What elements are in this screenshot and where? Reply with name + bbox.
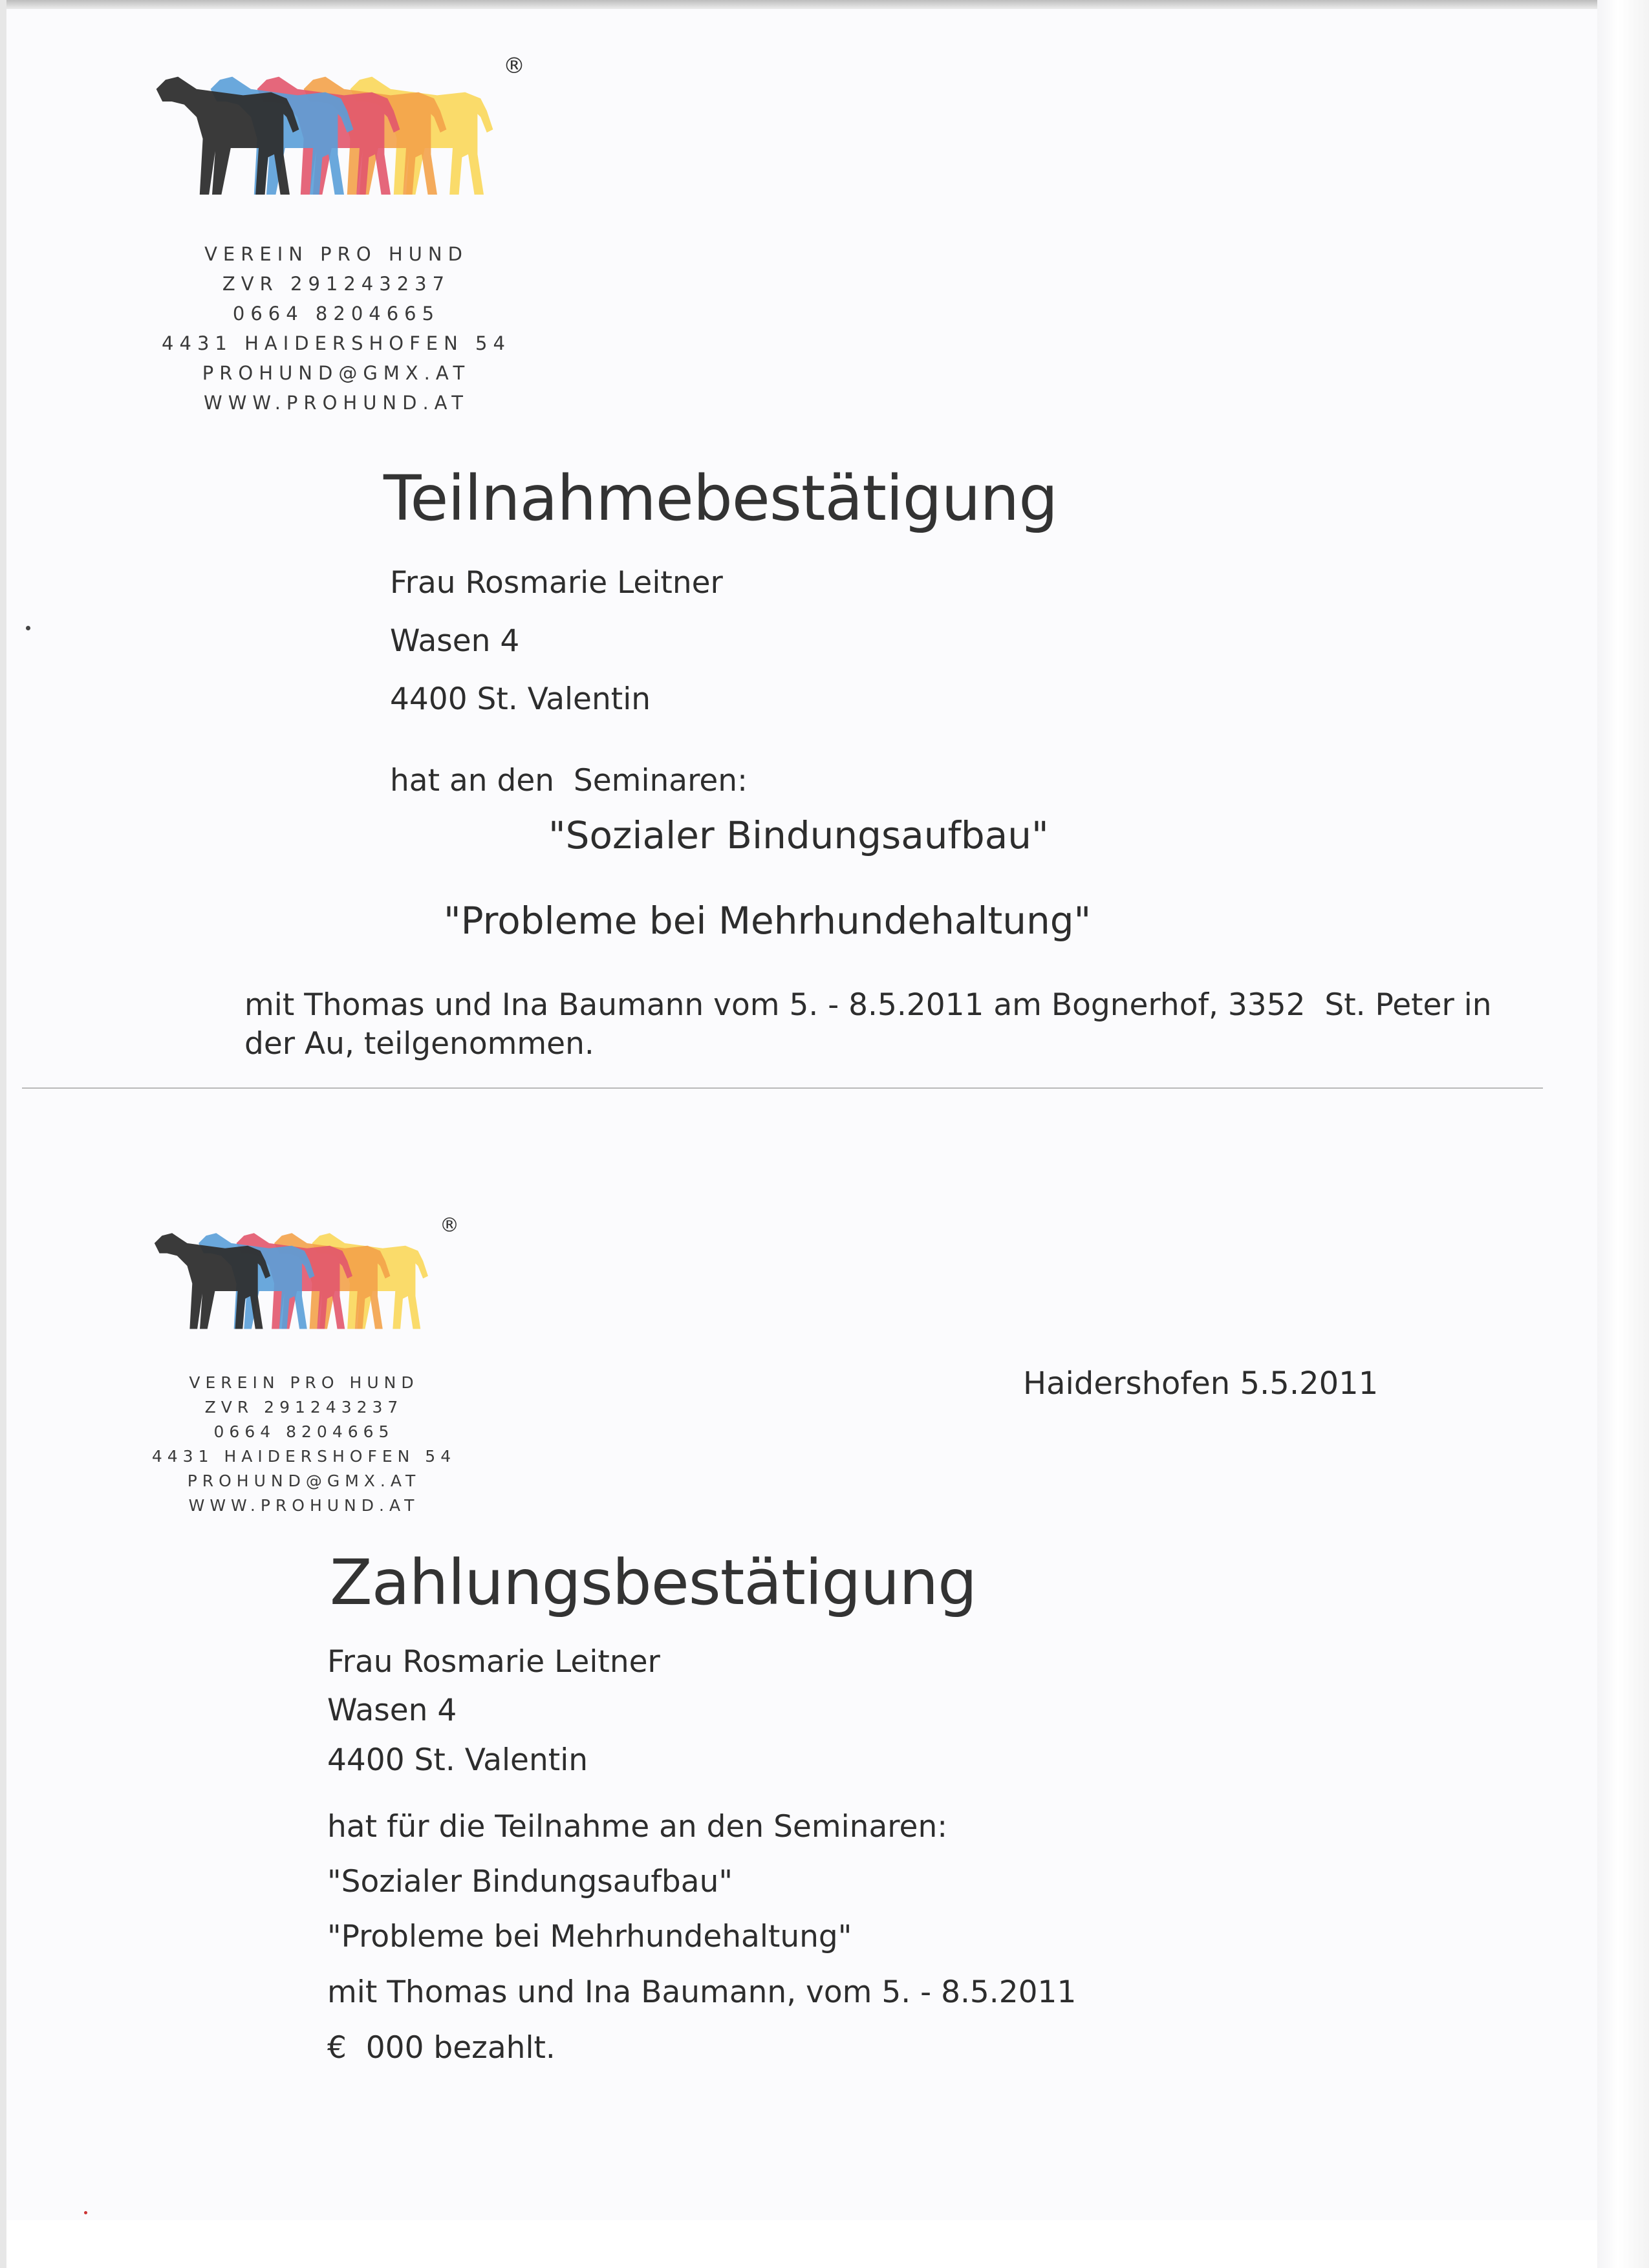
recipient-city: 4400 St. Valentin (390, 681, 651, 717)
seminar-details-line-1: mit Thomas und Ina Baumann vom 5. - 8.5.2011 am Bognerhof, 3352 St. Peter in (244, 987, 1492, 1023)
org-register-number: ZVR 291243237 (204, 1398, 404, 1417)
org-contact-block-bottom (146, 1371, 462, 1518)
seminar-title-1: "Sozialer Bindungsaufbau" (327, 1864, 733, 1899)
payment-intro: hat für die Teilnahme an den Seminaren: (327, 1809, 948, 1845)
scan-speck (26, 626, 30, 630)
scan-left-edge (0, 0, 6, 2268)
pro-hund-logo-bottom (146, 1215, 456, 1342)
pro-hund-logo (146, 55, 527, 210)
org-address: 4431 HAIDERSHOFEN 54 (162, 332, 511, 354)
recipient-name: Frau Rosmarie Leitner (327, 1644, 660, 1680)
seminar-title-2: "Probleme bei Mehrhundehaltung" (444, 899, 1092, 943)
org-name: VEREIN PRO HUND (189, 1373, 419, 1392)
org-website: WWW.PROHUND.AT (188, 1496, 420, 1515)
seminar-title-1: "Sozialer Bindungsaufbau" (548, 813, 1049, 857)
seminar-details-line-2: der Au, teilgenommen. (244, 1026, 594, 1062)
recipient-street: Wasen 4 (327, 1693, 457, 1728)
scan-speck (84, 2211, 87, 2214)
org-website: WWW.PROHUND.AT (204, 392, 469, 414)
payment-title: Zahlungsbestätigung (330, 1546, 977, 1619)
org-email: PROHUND@GMX.AT (202, 362, 471, 384)
recipient-street: Wasen 4 (390, 623, 520, 659)
registered-mark-bottom: ® (440, 1214, 459, 1237)
scan-right-edge (1597, 0, 1649, 2268)
payment-amount: € 000 bezahlt. (327, 2030, 555, 2066)
recipient-name: Frau Rosmarie Leitner (390, 565, 723, 601)
org-register-number: ZVR 291243237 (222, 273, 451, 295)
org-phone: 0664 8204665 (232, 303, 440, 325)
org-name: VEREIN PRO HUND (204, 243, 468, 265)
seminar-details: mit Thomas und Ina Baumann, vom 5. - 8.5.2011 (327, 1974, 1077, 2010)
org-address: 4431 HAIDERSHOFEN 54 (151, 1447, 457, 1466)
participation-title: Teilnahmebestätigung (383, 462, 1058, 535)
org-phone: 0664 8204665 (213, 1422, 394, 1441)
place-date: Haidershofen 5.5.2011 (1023, 1365, 1379, 1402)
section-divider (22, 1087, 1543, 1089)
registered-mark: ® (503, 53, 525, 79)
recipient-city: 4400 St. Valentin (327, 1742, 588, 1778)
seminar-title-2: "Probleme bei Mehrhundehaltung" (327, 1919, 852, 1954)
scan-top-edge (0, 0, 1604, 9)
org-contact-block (149, 239, 524, 418)
org-email: PROHUND@GMX.AT (187, 1471, 421, 1490)
participation-intro: hat an den Seminaren: (390, 763, 748, 798)
